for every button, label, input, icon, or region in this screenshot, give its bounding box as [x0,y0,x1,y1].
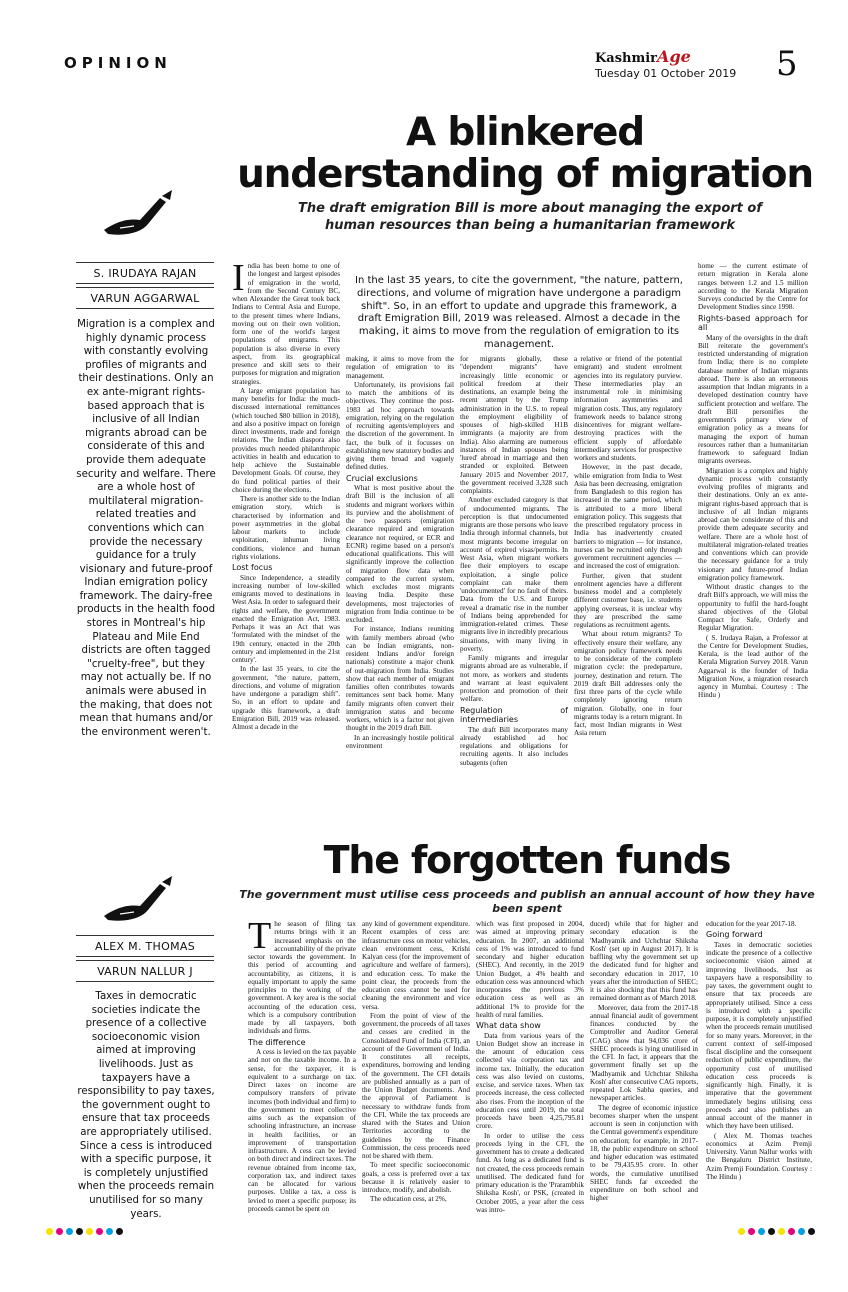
article2-column-2 [362,920,470,1222]
article1-col5-p1: home — the current estimate of return migration in Kerala alone ranges between 1.2 and 1.5 million according to the Kerala Migration Surveys conducted by the Centre for Development Studies since 1998. [698,262,808,312]
article2-subheading-difference: The difference [248,1037,306,1047]
article2-author2: VARUN NALLUR J [76,960,214,982]
article2-col5-p1: education for the year 2017-18. [706,920,797,928]
article1-headline-line1: A blinkered [406,110,644,155]
article2-col4-p3: The degree of economic injustice becomes sharper when the unspent account is seen in conjunction with the Central government's expenditure on education; for example, in 2017-18, the public expenditure on school and higher education was estimated to be 79,435.95 crore. In other words, the cumulative unutilised SHEC funds far exceeded the expenditure on both school and higher [590,1103,698,1203]
article1-subheading-rights-based: Rights-based approach for all [698,313,808,332]
article1-headline [230,112,820,196]
article2-column-3 [476,920,584,1222]
article2-headline: The forgotten funds [323,838,731,882]
article1-column-4 [574,355,682,827]
article2-sidebar-summary: Taxes in democratic societies indicate the presence of a collective socioeconomic vision aimed at improving livelihoods. Just as taxpayers have a responsibility to pay taxes, the government ought to ensure that tax proceeds are appropriately utilised. Since a cess is introduced with a specific purpose, it is completely unjustified when the proceeds remain unutilised for so many years. [77,991,215,1220]
article2-col2-p1: any kind of government expenditure. Recent examples of cess are: infrastructure cess on motor vehicles, clean environment cess, Krishi Kalyan cess (for the improvement of agriculture and welfare of farmers), and education cess. To make the point clear, the proceeds from the education cess cannot be used for cleaning the environment and vice versa. [362,920,470,1011]
section-label: OPINION [64,54,172,72]
article1-subheading-regulation: Regulation of intermediaries [460,705,568,724]
article1-dropcap: I [232,262,245,299]
registration-dot [758,1228,765,1235]
article2-col3-p2: Data from various years of the Union Budget show an increase in the amount of education cess collected via corporation tax and income tax. Initially, the education cess was also levied on customs, excise, and service taxes. When tax proceeds increase, the cess collected also rises. From the inception of the education cess until 2019, the total proceeds have been 4,25,795.81 crore. [476,1031,584,1131]
article2-subheading-going-forward: Going forward [706,930,763,940]
article2-col2-p3: To meet specific socioeconomic goals, a cess is preferred over a tax because it is relatively easier to introduce, modify, and abolish. [362,1161,470,1194]
article2-col2-p4: The education cess, at 2%, [370,1195,447,1204]
registration-dot [76,1228,83,1235]
article1-col5-p3: Migration is a complex and highly dynamic process with constantly evolving profiles of migrants and their destinations. Only an ex ante-migrant rights-based approach that is inclusive of all Indian migrants abroad can be considerate of this and provide them adequate security and welfare. There are a whole host of multilateral migration-related treaties and conventions which can provide the necessary guidance for a truly visionary and future-proof Indian emigration policy framework. [698,466,808,582]
registration-dot [86,1228,93,1235]
article1-col3-p4: The draft Bill incorporates many already established ad hoc regulations and obligations for recruiting agents. It also includes subagents (often [460,725,568,767]
article1-subhead-line2: human resources than being a humanitarian framework [324,218,736,233]
article2-col4-p2: Moreover, data from the 2017-18 annual financial audit of government finances conducted by the Comptroller and Auditor General (CAG) show that 94,036 crore of SHEC proceeds is lying unutilised in the CFI. In fact, it appears that the government finally set up the 'Madhyamik and Uchchtar Shiksha Kosh' after consecutive CAG reports, repeated Lok Sabha queries, and newspaper articles. [590,1003,698,1103]
registration-dot [66,1228,73,1235]
article1-col5-p5: ( S. Irudaya Rajan, a Professor at the Centre for Development Studies, Kerala, is the lead author of the Kerala Migration Survey 2018. Varun Aggarwal is the founder of India Migration Now, a migration research agency in Mumbai. Courtesy : The Hindu ) [698,633,808,700]
article1-col2-p3: What is most positive about the draft Bill is the inclusion of all students and migrant workers within its purview and the abolishment of the two passports (emigration clearance required and emigration clearance not required, or ECR and ECNR) regime based on a person's educational qualifications. This will significantly improve the collection of migration flow data when compared to the current system, which excludes most migrants leaving India. Despite these developments, most trajectories of migration from India continue to be excluded. [346,484,454,624]
article1-subheading-lost-focus: Lost focus [232,563,273,572]
article1-col1-p4: Since Independence, a steadily increasing number of low-skilled emigrants moved to destinations in West Asia. In order to safeguard their rights and welfare, the government enacted the Emigration Act, 1983. Perhaps it was an Act that was 'formulated with the mindset of the 19th century, enacted in the 20th century and implemented in the 21st century'. [232,573,340,664]
article1-col1-p2: A large emigrant population has many benefits for India: the much-discussed international remittances (which touched $80 billion in 2018), and also a positive impact on foreign direct investments, trade and foreign relations. The Indian diaspora also provides much needed philanthropic activities in health and education to help achieve the Sustainable Development Goals. Of course, they do fund political parties of their choice during the elections. [232,386,340,494]
article2-col2-p2: From the point of view of the government, the proceeds of all taxes and cesses are credited in the Consolidated Fund of India (CFI), an account of the Government of India. It constitutes all receipts, expenditures, borrowing and lending of the government. The CFI details are published annually as a part of the Union Budget documents. And the approval of Parliament is necessary to withdraw funds from the CFI. While the tax proceeds are shared with the States and Union Territories according to the guidelines by the Finance Commission, the cess proceeds need not be shared with them. [362,1011,470,1160]
article2-column-5 [706,920,812,1222]
registration-dot [116,1228,123,1235]
article1-column-2 [346,355,454,827]
article1-column-3 [460,355,568,827]
article1-subhead [240,200,820,234]
article1-headline-line2: understanding of migration [237,152,813,197]
registration-dot [56,1228,63,1235]
article2-col5-p3: ( Alex M. Thomas teaches economics at Azim Premji University. Varun Nallur works with the Bengaluru District Institute, Azim Premji Foundation. Courtesy : The Hindu ) [706,1131,812,1181]
registration-dots-right [738,1228,815,1237]
article1-sidebar-summary: Migration is a complex and highly dynamic process with constantly evolving profiles of migrants and their destinations. Only an ex ante-migrant rights-based approach that is inclusive of all Indian migrants abroad can be considerate of this and provide them adequate security and welfare. There are a whole host of multilateral migration-related treaties and conventions which can provide the necessary guidance for a truly visionary and future-proof Indian emigration policy framework. The dairy-free products in the health food stores in Montreal's hip Plateau and Mile End districts are often tagged "cruelty-free", but they may not actually be. If no animals were abused in the making, that does not mean that humans and/or the environment weren't. [76,319,216,738]
article2-column-4 [590,920,698,1222]
article1-col5-p4: Without drastic changes to the draft Bill's approach, we will miss the opportunity to fulfil the hard-fought shared objectives of the Global Compact for Safe, Orderly and Regular Migration. [698,583,808,633]
registration-dot [46,1228,53,1235]
registration-dot [778,1228,785,1235]
registration-dot [748,1228,755,1235]
registration-dot [788,1228,795,1235]
issue-date: Tuesday 01 October 2019 [595,67,737,80]
article1-col3-p3: Family migrants and irregular migrants abroad are as vulnerable, if not more, as workers and students and warrant at least equivalent protection and promotion of their welfare. [460,654,568,704]
article1-column-1 [232,262,340,827]
article1-col1-p1: ndia has been home to one of the longest and largest episodes of emigration in the world, from the Second Century BC, when Alexander the Great took back Indians to Central Asia and Europe, to the present times where Indians, moving out on their own volition, form one of the world's largest populations of emigrants. This population is also diverse in every aspect, from its geographical presence and skill sets to their purposes for migration and migration strategies. [232,262,340,386]
article2-col3-p3: In order to utilise the cess proceeds lying in the CFI, the government has to create a dedicated fund. As long as a dedicated fund is not created, the cess proceeds remain unutilised. The dedicated fund for primary education is the 'Prarambhik Shiksha Kosh', or PSK, (created in October 2005, a year after the cess was intro- [476,1131,584,1214]
paper-name [595,47,745,66]
pen-hand-icon [100,190,180,240]
article1-col4-p4: What about return migrants? To effectively ensure their welfare, any emigration policy framework needs to be considerate of the complete migration cycle: the predeparture, journey, destination and return. The 2019 draft Bill addresses only the first three parts of the cycle while completely ignoring return migration. Globally, one in four migrants today is a return migrant. In fact, most Indian migrants in West Asia return [574,630,682,738]
pen-hand-icon-2 [100,876,180,926]
registration-dot [808,1228,815,1235]
article1-column-5 [698,262,808,827]
article1-col1-p3: There is another side to the Indian emigration story, which is characterised by information and power asymmetries in the global labour markets to include exploitation, inhuman living conditions, violence and human rights violations. [232,495,340,561]
registration-dot [798,1228,805,1235]
article1-author1: S. IRUDAYA RAJAN [76,262,214,284]
article2-col5-p2: Taxes in democratic societies indicate the presence of a collective socioeconomic vision aimed at improving livelihoods. Just as taxpayers have a responsibility to pay taxes, the government ought to ensure that tax proceeds are appropriately utilised. Since a cess is introduced with a specific purpose, it is completely unjustified when the proceeds remain unutilised for so many years. Moreover, in the current context of self-imposed fiscal discipline and the consequent reduction of public expenditure, the opportunity cost of unutilised education cess proceeds is significantly high. Finally, it is imperative that the government immediately begins utilising cess proceeds and also publishes an annual account of the manner in which they have been utilised. [706,940,812,1131]
page-header [0,0,848,90]
article1-subheading-crucial-exclusions: Crucial exclusions [346,473,418,483]
registration-dot [96,1228,103,1235]
paper-name-a: Kashmir [595,51,658,66]
article1-author2: VARUN AGGARWAL [76,287,214,309]
paper-name-b: Age [657,47,691,66]
article1-col2-p4: For instance, Indians reuniting with family members abroad (who can be Indian emigrants, non-resident Indians and/or foreign nationals) constitute a major chunk of out-migration from India. Studies show that each member of emigrant families often contributes towards remittances sent back home. Many family migrants often convert their immigration status and become workers, which is a factor not given thought in the 2019 draft Bill. [346,625,454,733]
registration-dot [738,1228,745,1235]
article1-col3-p2: Another excluded category is that of undocumented migrants. The perception is that undocumented migrants are those persons who leave India through informal channels, but most migrants become irregular on account of expired visas/permits. In West Asia, when migrant workers flee their employers to escape exploitation, a single police complaint can make them 'undocumented' for no fault of theirs. Data from the U.S. and Europe reveal a dramatic rise in the number of Indians being apprehended for immigration-related crimes. These migrants live in incredibly precarious situations, with many living in poverty. [460,496,568,653]
article1-col4-p3: Further, given that student enrolment agencies have a different business model and a completely different customer base, i.e. students applying overseas, it is unclear why they are prescribed the same regulations as recruitment agents. [574,571,682,629]
article1-pull-quote: In the last 35 years, to cite the government, "the nature, pattern, directions, and volume of migration have undergone a paradigm shift". So, in an effort to update and upgrade this framework, a draft Emigration Bill, 2019 was released. Almost a decade in the making, it aims to move from the regulation of emigration to its management. [355,275,683,350]
article1-col5-p2: Many of the oversights in the draft Bill reiterate the government's restricted understanding of migration from India; there is no complete database number of Indian migrants abroad. There is also an erroneous assumption that Indian migrants in a developed destination country have sufficient protection and welfare. The draft Bill personifies the government's primary view of emigration policy as a means for managing the export of human resources rather than a humanitarian framework to safeguard Indian migrants overseas. [698,333,808,466]
article2-col3-p1: which was first proposed in 2004, was aimed at improving primary education. In 2007, an additional cess of 1% was introduced to fund secondary and higher education (SHEC). And recently, in the 2019 Union Budget, a 4% health and education cess was announced which incorporates the previous 3% education cess as well as an additional 1% to provide for the health of rural families. [476,920,584,1019]
article1-col2-p1: making, it aims to move from the regulation of emigration to its management. [346,355,454,380]
article2-col4-p1: duced) while that for higher and secondary education is the 'Madhyamik and Uchchtar Shiksha Kosh' (set up in August 2017). It is baffling why the government set up the dedicated fund for higher and secondary education in 2017, 10 years after the introduction of SHEC; it is also shocking that this fund has remained dormant as of March 2018. [590,920,698,1003]
article2-subhead: The government must utilise cess proceeds and publish an annual account of how they have been spent [239,888,815,915]
article2-subheading-data: What data show [476,1021,541,1030]
article2-column-1 [248,920,356,1222]
article1-subhead-line1: The draft emigration Bill is more about managing the export of [298,201,762,216]
article1-col1-p5: In the last 35 years, to cite the government, "the nature, pattern, directions, and volume of migration have undergone a paradigm shift". So, in an effort to update and upgrade this framework, a draft Emigration Bill, 2019 was released. Almost a decade in the [232,665,340,731]
article1-col4-p1: a relative or friend of the potential emigrant) and student enrolment agencies into its regulatory purview. These intermediaries play an instrumental role in minimising information asymmetries and migration costs. Thus, any regulatory framework needs to balance strong disincentives for migrant welfare-destroying practices with the efficient supply of affordable intermediary services for prospective workers and students. [574,355,682,462]
article1-col4-p2: However, in the past decade, while emigration from India to West Asia has been decreasing, emigration from Bangladesh to this region has increased in the same period, which is attributed to a more liberal emigration policy. This suggests that the prescribed regulatory process in India has inadvertently created barriers to migration — for instance, nurses can be recruited only through government recruitment agencies — and increased the cost of emigration. [574,463,682,571]
article2-col1-p2: A cess is levied on the tax payable and not on the taxable income. In a sense, for the taxpayer, it is equivalent to a surcharge on tax. Direct taxes on income are compulsory transfers of private incomes (both individual and firm) to the government to meet collective aims such as the expansion of schooling infrastructure, an increase in health facilities, or an improvement of transportation infrastructure. A cess can be levied on both direct and indirect taxes. The revenue obtained from income tax, corporation tax, and indirect taxes can be allocated for various purposes. Unlike a tax, a cess is levied to meet a specific purpose; its proceeds cannot be spent on [248,1048,356,1213]
article2-dropcap: T [248,920,272,957]
registration-dots [46,1228,123,1237]
article1-col2-p2: Unfortunately, its provisions fail to match the ambitions of its objectives. They continue the post-1983 ad hoc approach towards emigration, relying on the regulation of recruiting agents/employers and the discretion of the government. In fact, the bulk of it focusses on establishing new statutory bodies and giving them broad and vaguely defined duties. [346,380,454,472]
article2-col1-p1: he season of filing tax returns brings with it an increased emphasis on the accountability of the private sector towards the government. In this period of accounting and accountability, as citizens, it is equally important to apply the same principles to the working of the government. A key area is the social accounting of the education cess, which is a compulsory contribution made by all taxpayers, both individuals and firms. [248,920,356,1036]
masthead [595,47,745,80]
article2-author1: ALEX M. THOMAS [76,935,214,957]
registration-dot [106,1228,113,1235]
article1-col3-p1: for migrants globally, these "dependent migrants" have increasingly little economic or political freedom at their destinations, an example being the recent attempt by the Trump administration in the U.S. to repeal the employment eligibility of spouses of high-skilled H1B immigrants (a majority are from India). Also alarming are numerous instances of Indian spouses being 'lured' abroad in marriage and then stranded or exploited. Between January 2015 and November 2017, the government received 3,328 such complaints. [460,355,568,495]
page-number: 5 [776,44,798,84]
registration-dot [768,1228,775,1235]
article1-col2-p5: In an increasingly hostile political environment [346,733,454,750]
